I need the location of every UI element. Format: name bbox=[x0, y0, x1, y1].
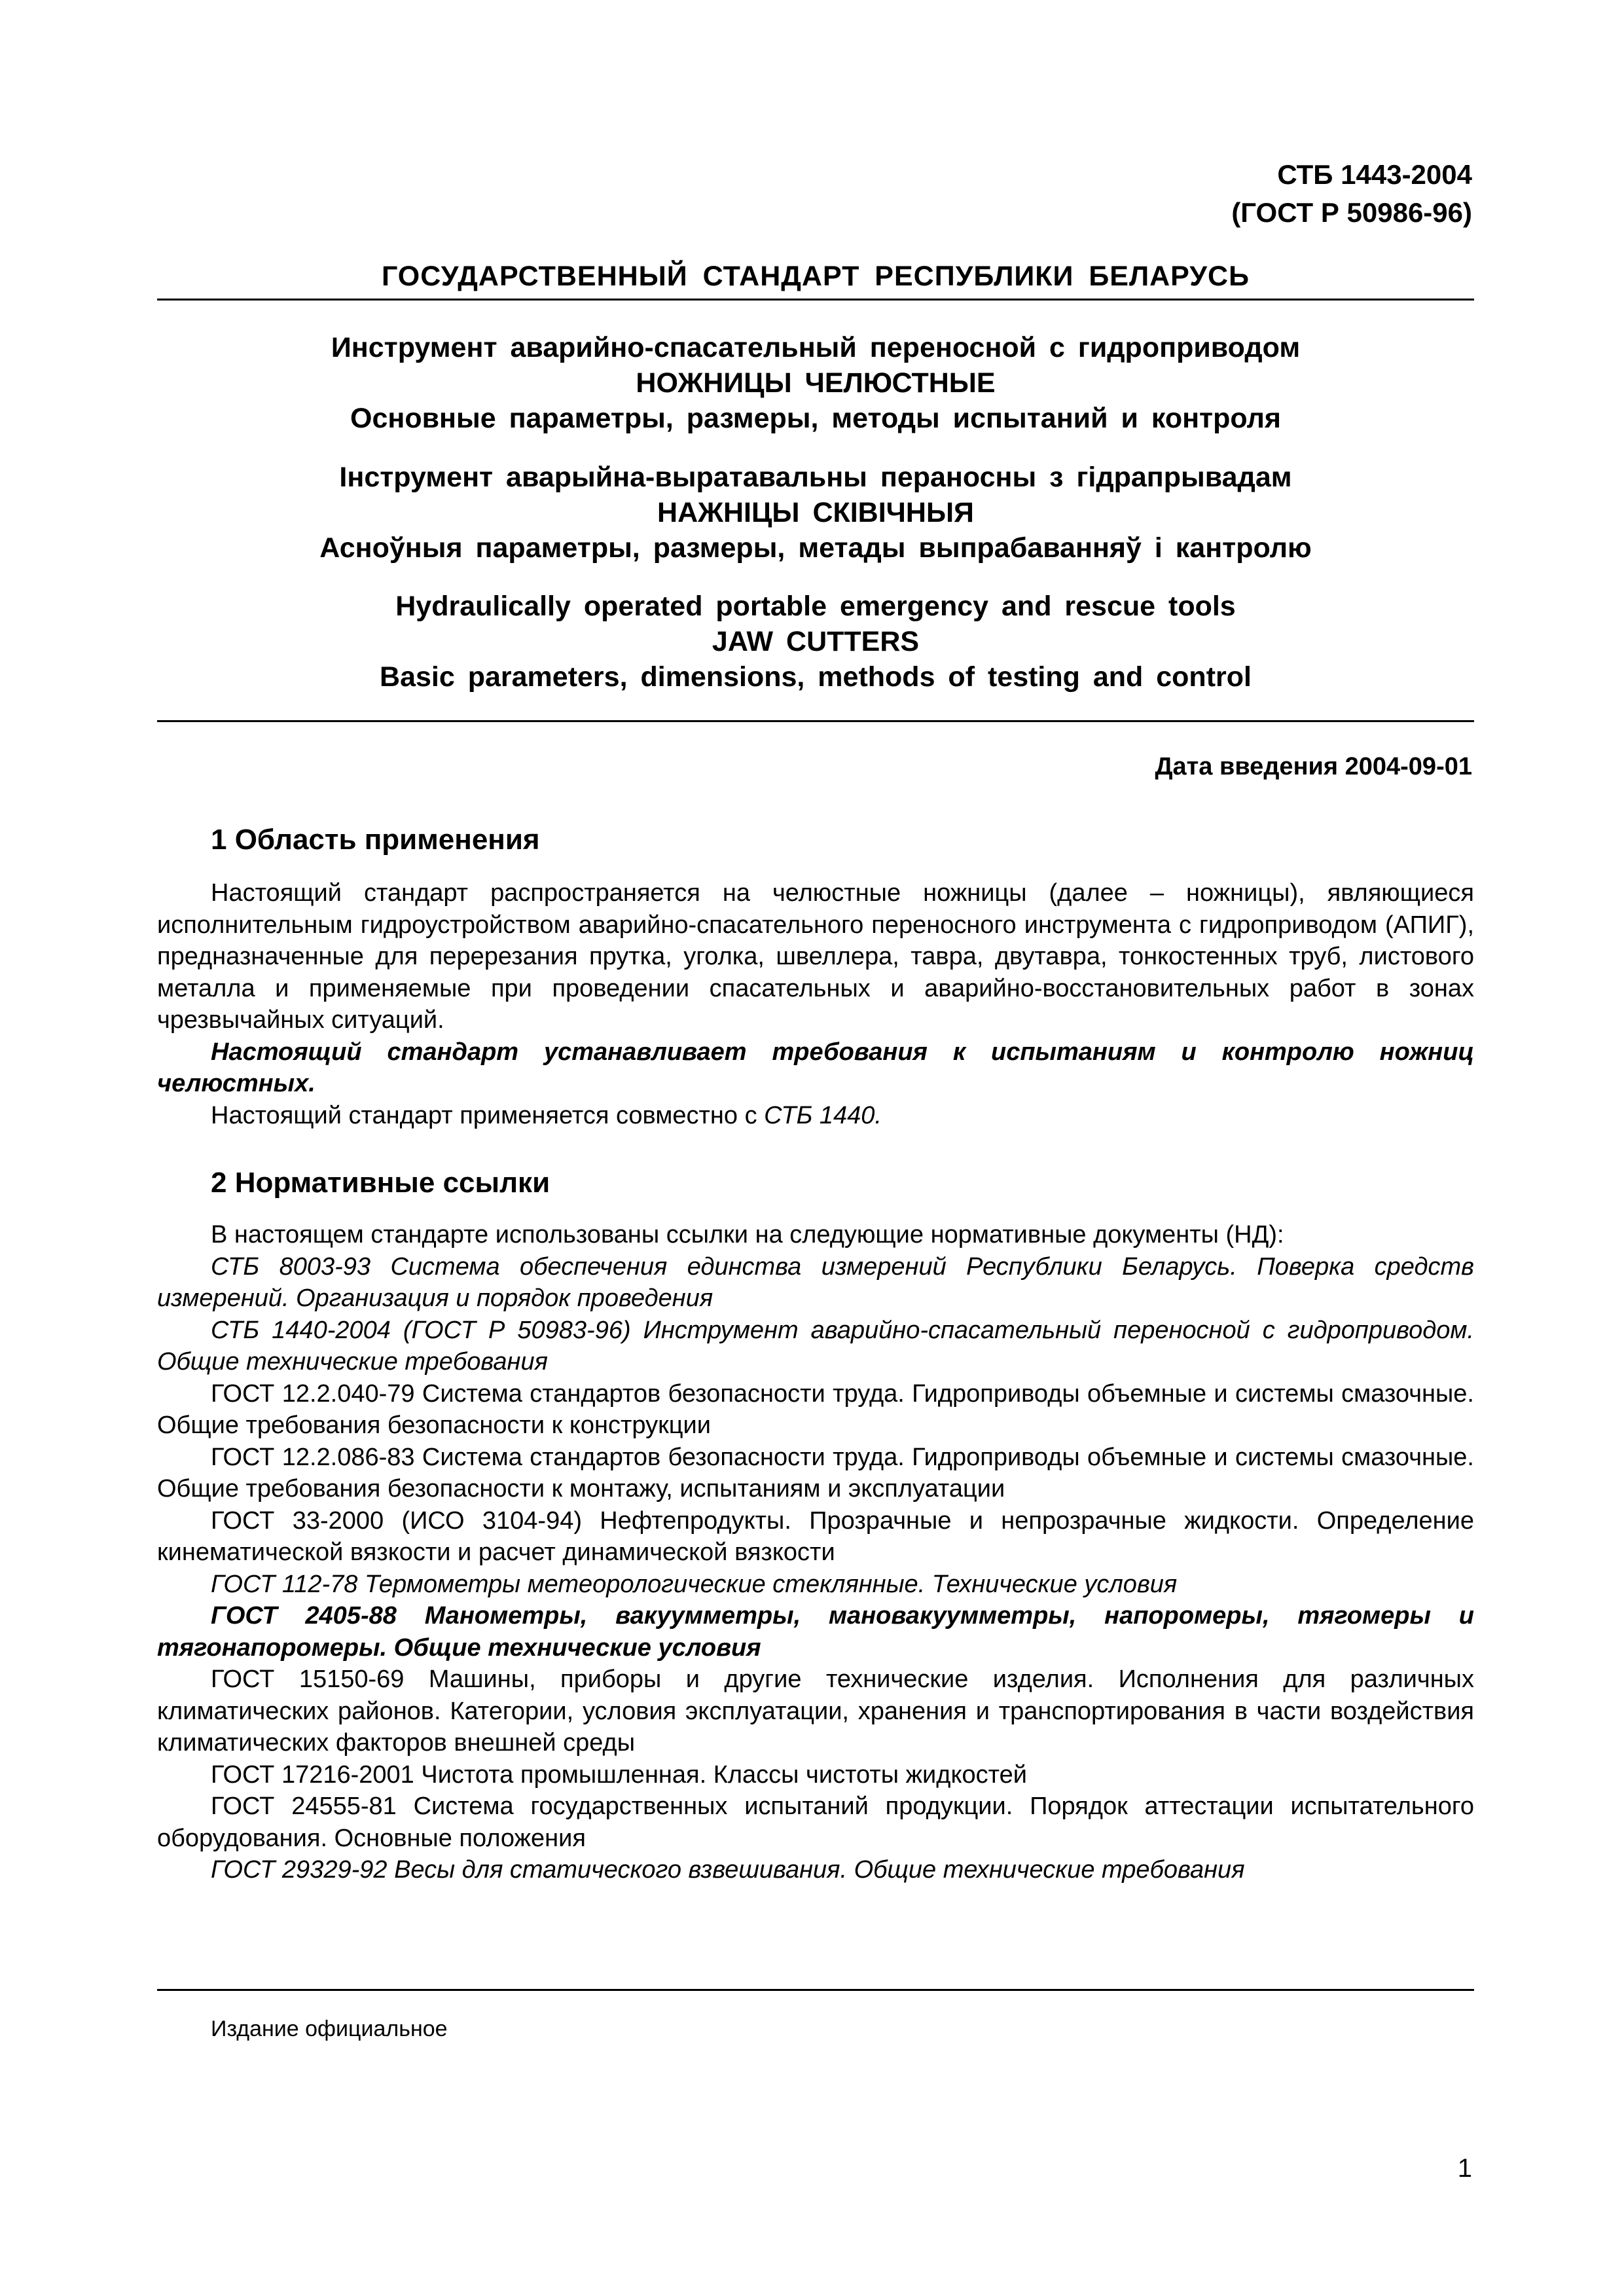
footer-rule bbox=[157, 1989, 1474, 1991]
section-1-heading: 1 Область применения bbox=[211, 824, 540, 856]
section-1-paragraph-3 bbox=[157, 1100, 1474, 1132]
reference-item: СТБ 8003-93 Система обеспечения единства измерений Республики Беларусь. Поверка средств измерений. Организация и порядок проведения bbox=[157, 1252, 1474, 1312]
state-standard-title: ГОСУДАРСТВЕННЫЙ СТАНДАРТ РЕСПУБЛИКИ БЕЛАРУСЬ bbox=[381, 261, 1250, 292]
title-top-rule bbox=[157, 299, 1474, 301]
introduction-date: Дата введения 2004-09-01 bbox=[1155, 753, 1472, 780]
title-en-line1: Hydraulically operated portable emergency and rescue tools bbox=[395, 591, 1236, 622]
section-2-heading: 2 Нормативные ссылки bbox=[211, 1167, 550, 1199]
section-1-paragraph-2: Настоящий стандарт устанавливает требования к испытаниям и контролю ножниц челюстных. bbox=[157, 1038, 1474, 1097]
title-ru bbox=[157, 330, 1474, 436]
reference-item: ГОСТ 15150-69 Машины, приборы и другие технические изделия. Исполнения для различных климатических районов. Категории, условия эксплуатации, хранения и транспортирования в части воздействия климатических факторов внешней среды bbox=[157, 1666, 1474, 1757]
section-2-intro: В настоящем стандарте использованы ссылки на следующие нормативные документы (НД): bbox=[211, 1221, 1284, 1248]
title-en-line3: Basic parameters, dimensions, methods of testing and control bbox=[380, 661, 1252, 693]
reference-item: ГОСТ 24555-81 Система государственных испытаний продукции. Порядок аттестации испытательного оборудования. Основные положения bbox=[157, 1793, 1474, 1852]
title-ru-line3: Основные параметры, размеры, методы испытаний и контроля bbox=[350, 403, 1281, 434]
page-number: 1 bbox=[1457, 2154, 1472, 2183]
section-1-paragraph-3-ref: СТБ 1440. bbox=[764, 1101, 882, 1129]
title-ru-line2: НОЖНИЦЫ ЧЕЛЮСТНЫЕ bbox=[636, 367, 996, 399]
title-ru-line1: Инструмент аварийно-спасательный переносной с гидроприводом bbox=[331, 332, 1301, 363]
reference-item: ГОСТ 33-2000 (ИСО 3104-94) Нефтепродукты. Прозрачные и непрозрачные жидкости. Определение кинематической вязкости и расчет динамической вязкости bbox=[157, 1506, 1474, 1566]
title-by-line2: НАЖНІЦЫ СКІВІЧНЫЯ bbox=[657, 497, 974, 528]
reference-item: ГОСТ 12.2.086-83 Система стандартов безопасности труда. Гидроприводы объемные и системы смазочные. Общие требования безопасности к монтажу, испытаниям и эксплуатации bbox=[157, 1443, 1474, 1503]
reference-item: ГОСТ 112-78 Термометры метеорологические стеклянные. Технические условия bbox=[211, 1570, 1178, 1598]
title-by bbox=[157, 460, 1474, 566]
section-1-body bbox=[157, 877, 1474, 1131]
section-2-body bbox=[157, 1219, 1474, 1886]
reference-item: СТБ 1440-2004 (ГОСТ Р 50983-96) Инструмент аварийно-спасательный переносной с гидроприводом. Общие технические требования bbox=[157, 1316, 1474, 1376]
standard-code-line1: СТБ 1443-2004 bbox=[1277, 159, 1472, 190]
reference-item: ГОСТ 17216-2001 Чистота промышленная. Классы чистоты жидкостей bbox=[211, 1760, 1027, 1789]
reference-item: ГОСТ 12.2.040-79 Система стандартов безопасности труда. Гидроприводы объемные и системы смазочные. Общие требования безопасности к конструкции bbox=[157, 1379, 1474, 1439]
title-en-line2: JAW CUTTERS bbox=[712, 626, 920, 657]
official-edition-note: Издание официальное bbox=[211, 2016, 448, 2041]
reference-item: ГОСТ 2405-88 Манометры, вакуумметры, мановакуумметры, напоромеры, тягомеры и тягонапоромеры. Общие технические условия bbox=[157, 1602, 1474, 1662]
standard-code bbox=[1231, 156, 1472, 232]
reference-item: ГОСТ 29329-92 Весы для статического взвешивания. Общие технические требования bbox=[211, 1856, 1245, 1884]
section-1-paragraph-3-text: Настоящий стандарт применяется совместно с bbox=[211, 1101, 765, 1129]
section-1-paragraph-1: Настоящий стандарт распространяется на челюстные ножницы (далее – ножницы), являющиеся исполнительным гидроустройством аварийно-спасательного переносного инструмента с гидроприводом (АПИГ), предназначенные для перерезания прутка, уголка, швеллера, тавра, двутавра, тонкостенных труб, листового металла и применяемые при проведении спасательных и аварийно-восстановительных работ в зонах чрезвычайных ситуаций. bbox=[157, 879, 1474, 1034]
standard-code-line2: (ГОСТ Р 50986-96) bbox=[1231, 197, 1472, 228]
title-bottom-rule bbox=[157, 720, 1474, 722]
title-en bbox=[157, 589, 1474, 695]
title-by-line1: Інструмент аварыйна-выратавальны пераносны з гідрапрывадам bbox=[339, 462, 1292, 493]
title-by-line3: Асноўныя параметры, размеры, метады выпрабаванняў і кантролю bbox=[319, 532, 1312, 564]
